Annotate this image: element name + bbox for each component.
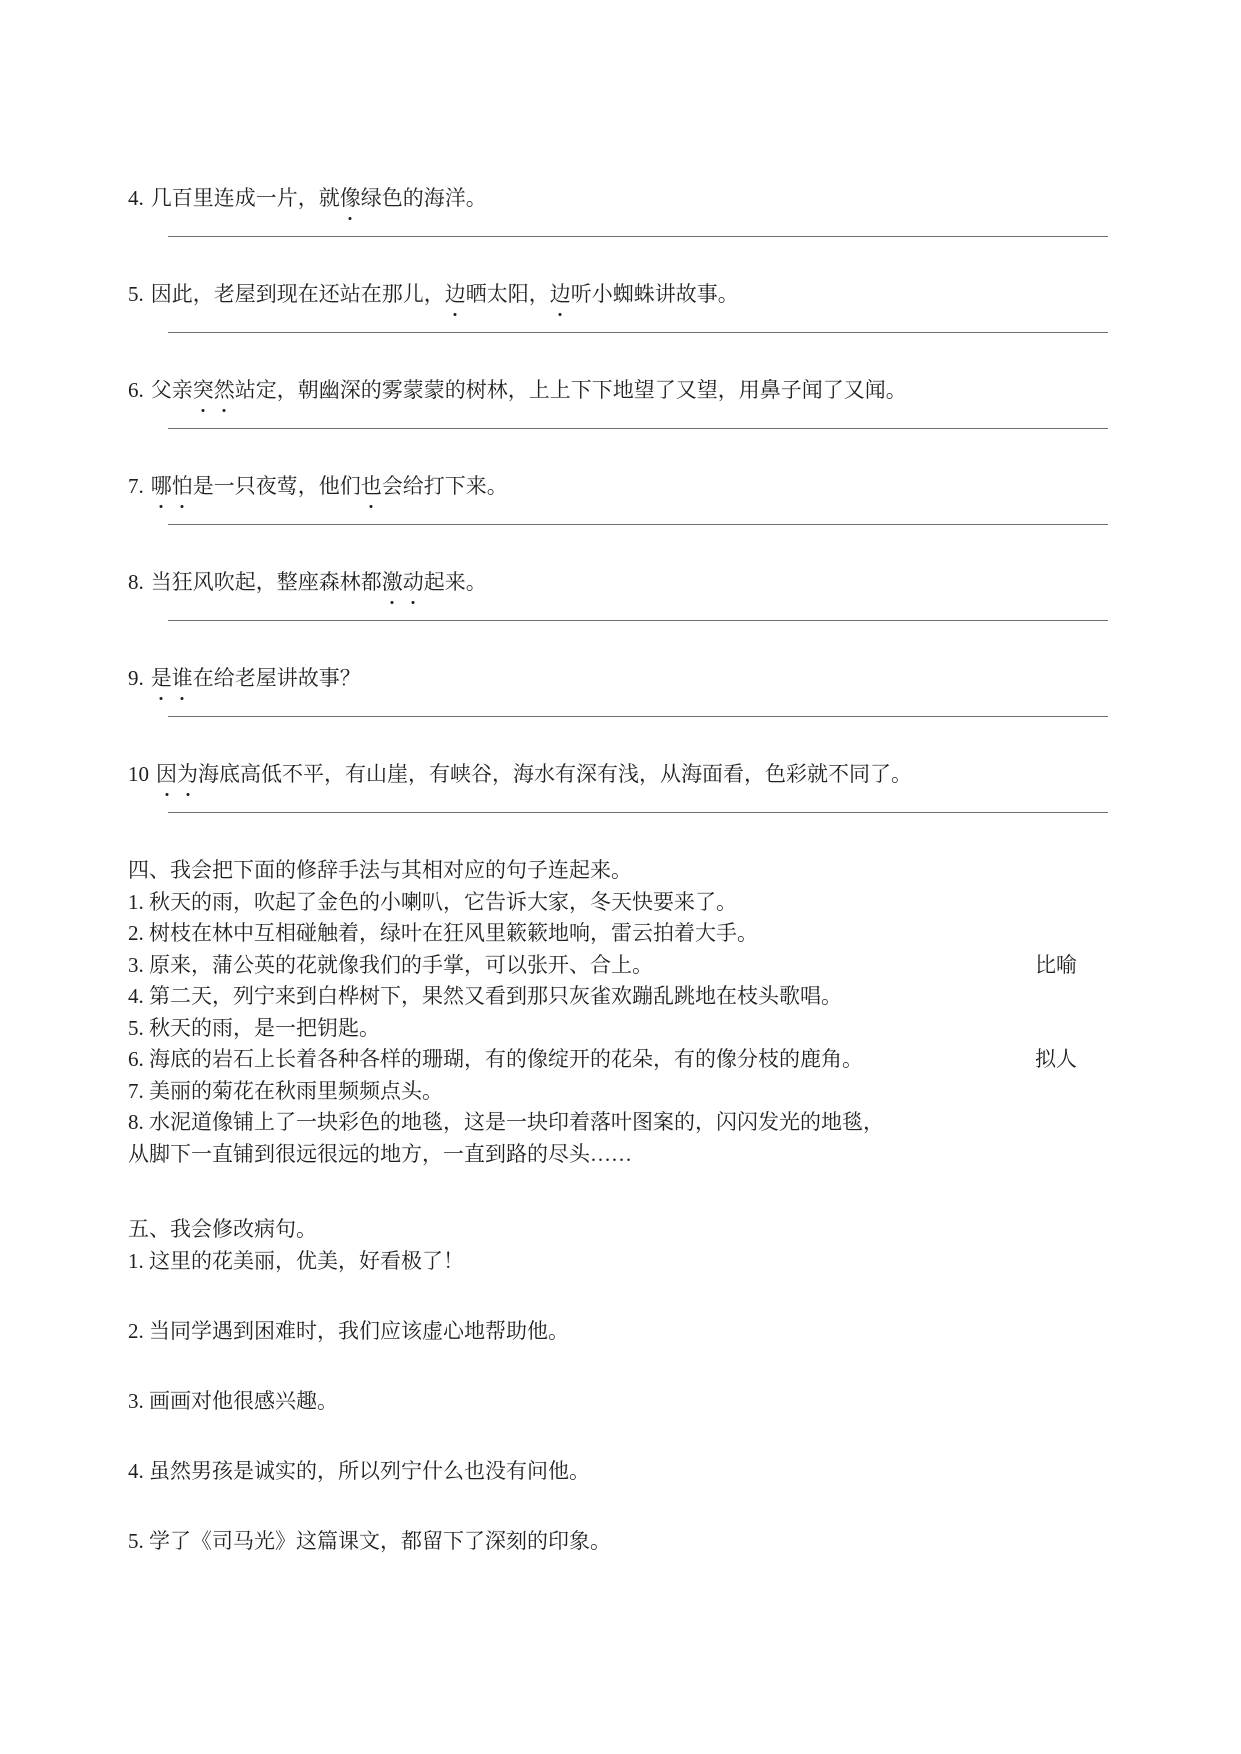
- rhetoric-sentence-text: 从脚下一直铺到很远很远的地方，一直到路的尽头……: [128, 1141, 632, 1166]
- rhetoric-sentence-row: [128, 1107, 1201, 1139]
- question-sentence: 6. 父亲突然站定，朝幽深的雾蒙蒙的树林，上上下下地望了又望，用鼻子闻了又闻。: [128, 375, 1201, 406]
- emphasized-character: 像: [340, 183, 361, 214]
- question-item: [128, 567, 1201, 621]
- answer-line: [168, 236, 1108, 237]
- sick-sentence-row: 5. 学了《司马光》这篇课文，都留下了深刻的印象。: [128, 1528, 611, 1553]
- rhetoric-sentence-row: [128, 887, 1201, 919]
- rhetoric-sentence-text: 4. 第二天，列宁来到白桦树下，果然又看到那只灰雀欢蹦乱跳地在枝头歌唱。: [128, 984, 842, 1008]
- section-sentence-correction: [128, 1214, 1201, 1557]
- rhetoric-sentence-text: 1. 秋天的雨，吹起了金色的小喇叭，它告诉大家，冬天快要来了。: [128, 889, 737, 914]
- question-number: 10: [128, 762, 149, 786]
- emphasized-character: 动: [403, 567, 424, 598]
- question-sentence: 9. 是谁在给老屋讲故事？: [128, 663, 1201, 694]
- rhetoric-sentence-row: [128, 918, 1201, 950]
- answer-line: [168, 620, 1108, 621]
- emphasized-character: 是: [151, 663, 172, 694]
- question-number: 7.: [128, 474, 144, 498]
- emphasized-character: 激: [382, 567, 403, 598]
- answer-line: [168, 332, 1108, 333]
- section-four-title: 四、我会把下面的修辞手法与其相对应的句子连起来。: [128, 858, 632, 882]
- emphasized-character: 谁: [172, 663, 193, 694]
- question-item: [128, 183, 1201, 237]
- emphasized-character: 边: [445, 279, 466, 310]
- rhetoric-sentence-row: [128, 950, 1201, 982]
- rhetoric-sentence-row: [128, 981, 1201, 1013]
- emphasized-character: 因: [156, 759, 177, 790]
- question-sentence: 4. 几百里连成一片，就像绿色的海洋。: [128, 183, 1201, 214]
- question-number: 9.: [128, 666, 144, 690]
- section-rhetoric-matching: [128, 855, 1201, 1170]
- emphasized-character: 然: [214, 375, 235, 406]
- question-number: 8.: [128, 570, 144, 594]
- question-item: [128, 663, 1201, 717]
- rhetoric-sentence-row: [128, 1139, 1201, 1171]
- question-number: 5.: [128, 282, 144, 306]
- rhetoric-sentence-text: 5. 秋天的雨，是一把钥匙。: [128, 1015, 380, 1040]
- rhetoric-device-label: 比喻: [1035, 952, 1077, 977]
- rhetoric-sentence-row: [128, 1076, 1201, 1108]
- question-number: 6.: [128, 378, 144, 402]
- question-sentence: 5. 因此，老屋到现在还站在那儿，边晒太阳，边听小蜘蛛讲故事。: [128, 279, 1201, 310]
- rhetoric-sentence-text: 3. 原来，蒲公英的花就像我们的手掌，可以张开、合上。: [128, 952, 653, 977]
- question-sentence: 8. 当狂风吹起，整座森林都激动起来。: [128, 567, 1201, 598]
- sick-sentence-row: 3. 画画对他很感兴趣。: [128, 1388, 338, 1413]
- question-sentence: 7. 哪怕是一只夜莺，他们也会给打下来。: [128, 471, 1201, 502]
- emphasized-character: 哪: [151, 471, 172, 502]
- question-item: [128, 759, 1201, 813]
- emphasized-character: 突: [193, 375, 214, 406]
- rhetoric-sentence-row: [128, 1013, 1201, 1045]
- emphasized-character: 也: [361, 471, 382, 502]
- sick-sentence-row: 2. 当同学遇到困难时，我们应该虚心地帮助他。: [128, 1318, 569, 1343]
- question-sentence: 10 因为海底高低不平，有山崖，有峡谷，海水有深有浅，从海面看，色彩就不同了。: [128, 759, 1201, 790]
- sick-sentence-row: 1. 这里的花美丽，优美，好看极了！: [128, 1248, 464, 1273]
- emphasized-character: 边: [550, 279, 571, 310]
- answer-line: [168, 716, 1108, 717]
- section-sentences-with-answer-lines: [128, 183, 1201, 813]
- answer-line: [168, 812, 1108, 813]
- sick-sentence-row: 4. 虽然男孩是诚实的，所以列宁什么也没有问他。: [128, 1458, 590, 1483]
- rhetoric-sentence-text: 6. 海底的岩石上长着各种各样的珊瑚，有的像绽开的花朵，有的像分枝的鹿角。: [128, 1047, 863, 1071]
- question-number: 4.: [128, 186, 144, 210]
- section-five-title: 五、我会修改病句。: [128, 1217, 317, 1241]
- answer-line: [168, 524, 1108, 525]
- emphasized-character: 为: [177, 759, 198, 790]
- rhetoric-sentence-text: 8. 水泥道像铺上了一块彩色的地毯，这是一块印着落叶图案的，闪闪发光的地毯，: [128, 1110, 884, 1134]
- question-item: [128, 471, 1201, 525]
- rhetoric-device-label: 拟人: [1035, 1047, 1077, 1071]
- answer-line: [168, 428, 1108, 429]
- question-item: [128, 375, 1201, 429]
- question-item: [128, 279, 1201, 333]
- emphasized-character: 怕: [172, 471, 193, 502]
- rhetoric-sentence-text: 7. 美丽的菊花在秋雨里频频点头。: [128, 1078, 443, 1103]
- rhetoric-sentence-row: [128, 1044, 1201, 1076]
- rhetoric-sentence-text: 2. 树枝在林中互相碰触着，绿叶在狂风里簌簌地响，雷云拍着大手。: [128, 921, 758, 945]
